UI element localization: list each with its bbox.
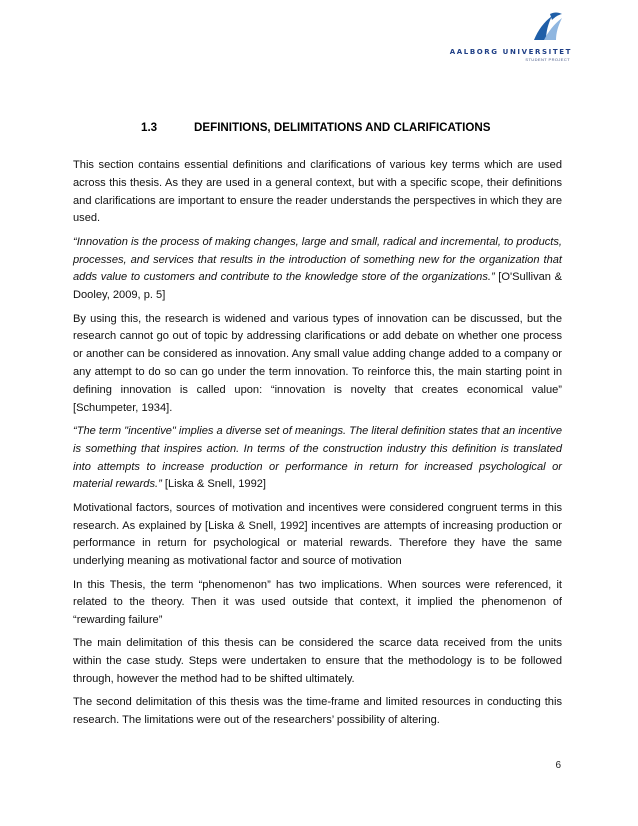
section-heading — [141, 121, 490, 134]
section-number: 1.3 — [141, 121, 158, 134]
innovation-quote-text: “Innovation is the process of making changes, large and small, radical and incremental, to products, processes, and services that results in the introduction of something new for the organization that adds value to customers and contribute to the knowledge store of the organizations.” — [73, 235, 563, 284]
university-logo — [449, 10, 572, 62]
intro-paragraph: This section contains essential definitions and clarifications of various key terms which are used across this thesis. As they are used in a general context, but with a specific scope, their definitions and clarifications are important to ensure the reader understands the perspectives in which they are used. — [73, 159, 562, 225]
delimitation-paragraph-1: The main delimitation of this thesis can be considered the scarce data received from the units within the case study. Steps were undertaken to ensure that the methodology is to be followed through, however the method had to be shifted ultimately. — [73, 637, 562, 686]
innovation-quote-citation: [O'Sullivan & Dooley, 2009, p. 5] — [73, 271, 563, 302]
section-title: DEFINITIONS, DELIMITATIONS AND CLARIFICATIONS — [194, 121, 491, 134]
page-number: 6 — [555, 760, 561, 771]
motivation-paragraph: Motivational factors, sources of motivation and incentives were considered congruent terms in this research. As explained by [Liska & Snell, 1992] incentives are attempts of increasing production or performance in return for psychological or material rewards. Therefore they have the same underlying meaning as motivational factor and source of motivation — [73, 501, 562, 568]
innovation-paragraph: By using this, the research is widened and various types of innovation can be discussed, but the research cannot go out of topic by addressing clarifications or add debate on whether one process or another can be considered as innovation. Any small value adding change added to a company or any attempt to do so can go under the term innovation. To reinforce this, the main starting point in defining innovation is called upon: “innovation is novelty that creates economical value” [Schumpeter, 1934]. — [73, 312, 562, 414]
wave-logo-icon — [530, 10, 566, 44]
logo-subtitle: STUDENT PROJECT — [525, 57, 570, 62]
incentive-quote-citation: [Liska & Snell, 1992] — [161, 478, 267, 491]
body-text — [73, 157, 562, 736]
phenomenon-paragraph: In this Thesis, the term “phenomenon” has two implications. When sources were referenced, it related to the theory. Then it was used outside that context, it implied the phenomenon of “rewarding failure” — [73, 578, 562, 627]
innovation-quote — [73, 234, 562, 305]
logo-university-name: AALBORG UNIVERSITET — [449, 48, 572, 56]
incentive-quote — [73, 423, 562, 494]
delimitation-paragraph-2: The second delimitation of this thesis was the time-frame and limited resources in conducting this research. The limitations were out of the researchers’ possibility of altering. — [73, 696, 562, 727]
incentive-quote-text: “The term "incentive" implies a diverse set of meanings. The literal definition states that an incentive is something that inspires action. In terms of the construction industry this definition is translated into attempts to increase production or performance in return for increased psychological or material rewards.” — [73, 424, 562, 491]
